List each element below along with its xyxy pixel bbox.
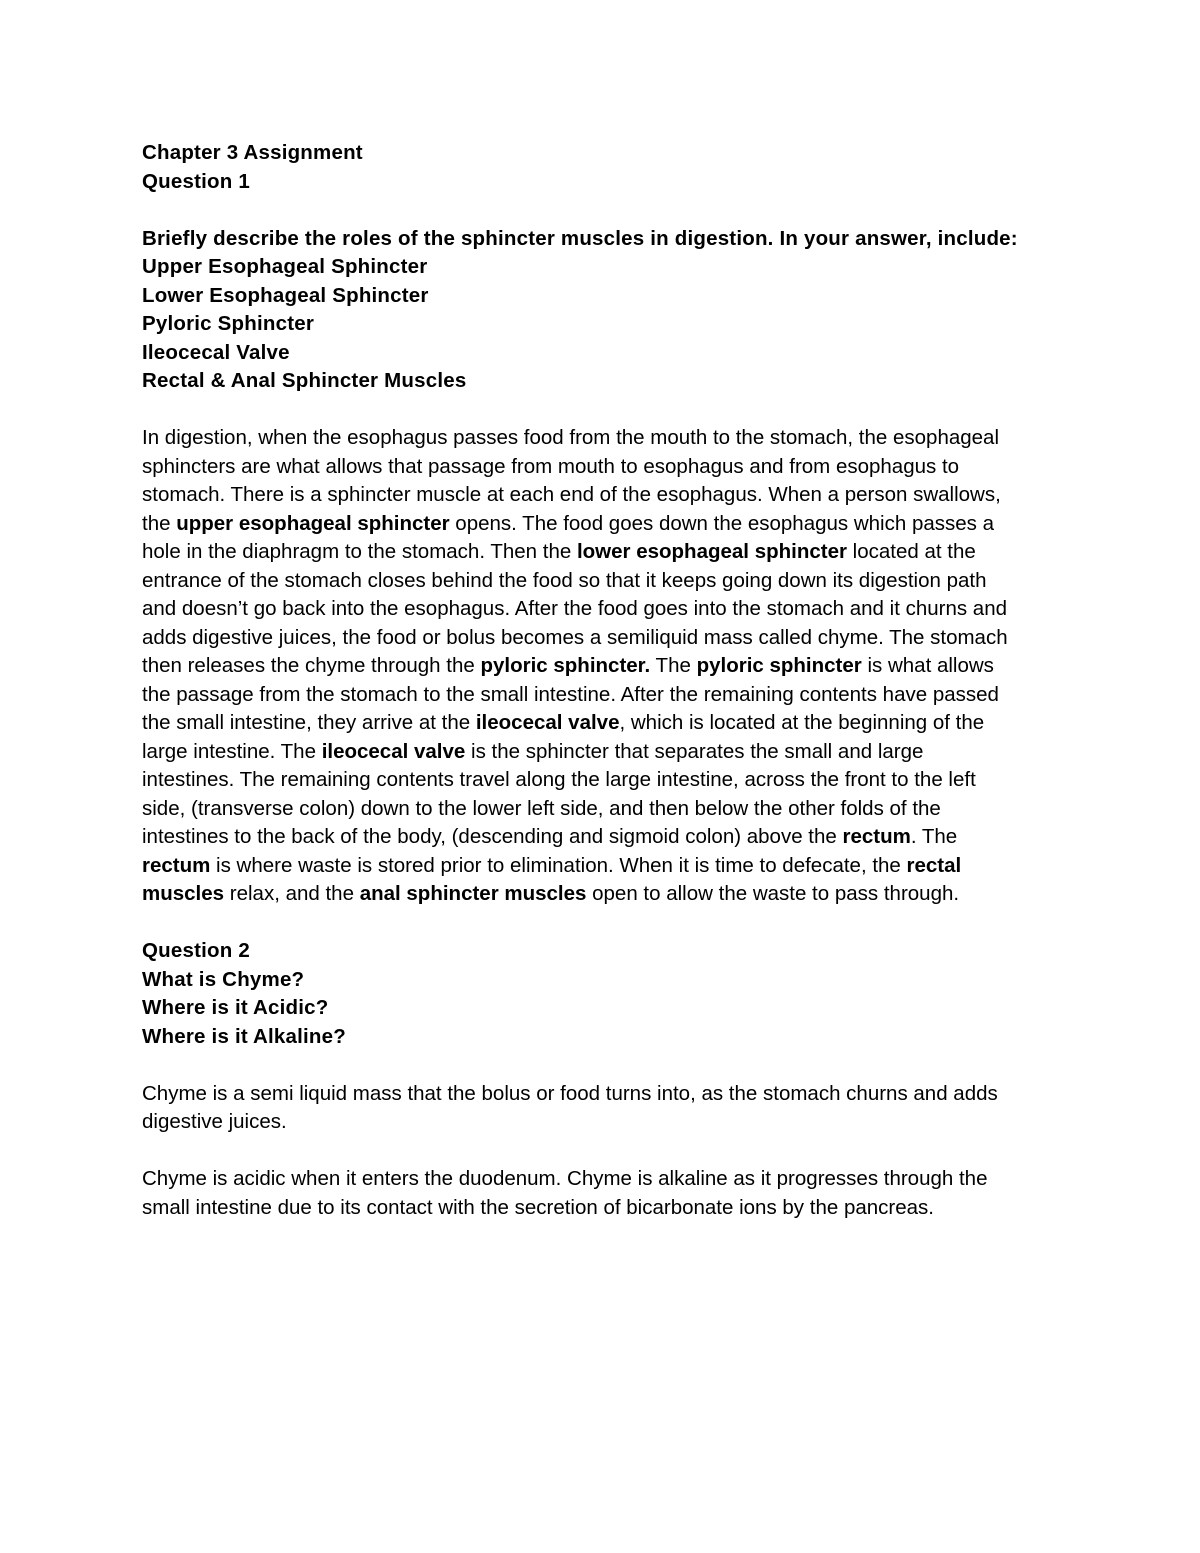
question-1-item: Upper Esophageal Sphincter xyxy=(142,255,428,278)
text-run: . The xyxy=(910,825,958,848)
question-1-item: Lower Esophageal Sphincter xyxy=(142,283,429,307)
question-1-answer-line xyxy=(142,738,1062,767)
text-run: and doesn’t go back into the esophagus. After the food goes into the stomach and it churns and xyxy=(142,597,1008,620)
question-1-answer-line xyxy=(142,852,1062,881)
question-1-prompt: Briefly describe the roles of the sphincter muscles in digestion. In your answer, include: xyxy=(142,226,1018,250)
text-run: relax, and the xyxy=(224,882,360,905)
bold-term: ileocecal valve xyxy=(475,711,620,734)
document-page xyxy=(142,139,1062,1222)
text-run: hole in the diaphragm to the stomach. Then the xyxy=(142,540,577,563)
text-run: large intestine. The xyxy=(142,739,322,763)
question-1-answer-line xyxy=(142,481,1062,510)
question-1-answer-line xyxy=(142,709,1062,738)
question-1-item: Pyloric Sphincter xyxy=(142,312,315,335)
question-2-prompt: Where is it Acidic? xyxy=(142,996,329,1019)
question-1-answer-line xyxy=(142,424,1062,453)
question-1-label: Question 1 xyxy=(142,169,250,193)
spacer xyxy=(142,196,1062,225)
bold-term: lower esophageal sphincter xyxy=(576,540,847,563)
bold-term: upper esophageal sphincter xyxy=(176,511,450,535)
question-1-answer-line xyxy=(142,795,1062,824)
text-run: , which is located at the beginning of the xyxy=(619,711,985,734)
spacer xyxy=(142,1137,1062,1166)
question-1-item: Ileocecal Valve xyxy=(142,340,290,364)
question-2-answer-line: Chyme is a semi liquid mass that the bolus or food turns into, as the stomach churns and adds xyxy=(142,1081,998,1105)
text-run: intestines to the back of the body, (descending and sigmoid colon) above the xyxy=(142,825,843,848)
question-1-answer xyxy=(142,424,1062,909)
question-2-prompt: What is Chyme? xyxy=(142,967,305,991)
text-run: is what allows xyxy=(861,654,994,677)
text-run: opens. The food goes down the esophagus which passes a xyxy=(449,511,995,535)
text-run: the small intestine, they arrive at the xyxy=(142,711,476,734)
bold-term: rectum xyxy=(842,825,911,848)
question-1-answer-line xyxy=(142,823,1062,852)
text-run: side, (transverse colon) down to the lower left side, and then below the other folds of the xyxy=(142,796,941,820)
text-run: intestines. The remaining contents travel along the large intestine, across the front to the left xyxy=(142,768,976,791)
question-1-answer-line xyxy=(142,510,1062,539)
question-1-answer-line xyxy=(142,624,1062,653)
text-run: is where waste is stored prior to elimination. When it is time to defecate, the xyxy=(210,853,907,877)
question-1-answer-line xyxy=(142,766,1062,795)
bold-term: anal sphincter muscles xyxy=(359,882,587,905)
question-1-answer-line xyxy=(142,595,1062,624)
question-2-answer-line: Chyme is acidic when it enters the duodenum. Chyme is alkaline as it progresses through the xyxy=(142,1167,988,1190)
bold-term: ileocecal valve xyxy=(321,739,466,763)
question-1-answer-line xyxy=(142,681,1062,710)
question-1-item: Rectal & Anal Sphincter Muscles xyxy=(142,369,467,392)
bold-term: pyloric sphincter. xyxy=(480,654,651,677)
question-1-answer-line xyxy=(142,453,1062,482)
text-run: open to allow the waste to pass through. xyxy=(586,882,960,905)
spacer xyxy=(142,909,1062,938)
text-run: entrance of the stomach closes behind the food so that it keeps going down its digestion path xyxy=(142,568,987,592)
bold-term: rectum xyxy=(142,853,211,877)
bold-term: rectal xyxy=(906,853,962,877)
text-run: stomach. There is a sphincter muscle at each end of the esophagus. When a person swallows, xyxy=(142,483,1001,506)
text-run: is the sphincter that separates the small and large xyxy=(465,739,924,763)
text-run: then releases the chyme through the xyxy=(142,654,481,677)
question-2-answer-line: digestive juices. xyxy=(142,1110,287,1133)
text-run: located at the xyxy=(846,540,976,563)
bold-term: muscles xyxy=(142,882,225,905)
question-1-answer-line xyxy=(142,538,1062,567)
question-1-answer-line xyxy=(142,567,1062,596)
question-1-answer-line xyxy=(142,880,1062,909)
bold-term: pyloric sphincter xyxy=(696,654,862,677)
question-1-answer-line xyxy=(142,652,1062,681)
text-run: In digestion, when the esophagus passes food from the mouth to the stomach, the esophageal xyxy=(142,426,1000,449)
text-run: sphincters are what allows that passage from mouth to esophagus and from esophagus to xyxy=(142,454,960,478)
text-run: adds digestive juices, the food or bolus becomes a semiliquid mass called chyme. The stomach xyxy=(142,625,1008,649)
spacer xyxy=(142,1051,1062,1080)
text-run: The xyxy=(650,654,697,677)
text-run: the xyxy=(142,511,177,535)
document-title: Chapter 3 Assignment xyxy=(142,141,363,164)
question-2-label: Question 2 xyxy=(142,939,250,962)
text-run: the passage from the stomach to the small intestine. After the remaining contents have passed xyxy=(142,682,999,706)
question-2-answer-line: small intestine due to its contact with the secretion of bicarbonate ions by the pancreas. xyxy=(142,1195,934,1219)
spacer xyxy=(142,396,1062,425)
question-2-prompt: Where is it Alkaline? xyxy=(142,1024,346,1048)
